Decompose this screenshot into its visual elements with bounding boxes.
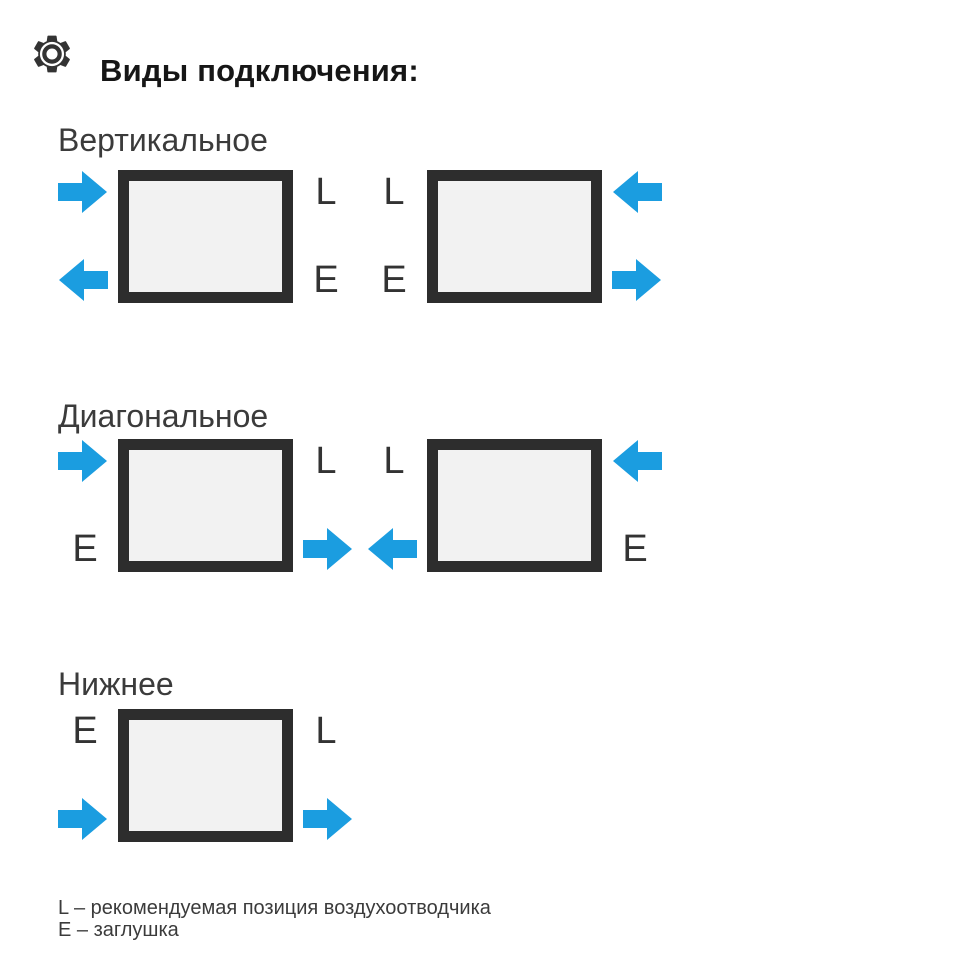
radiator-body	[118, 709, 293, 842]
flow-arrow-right-icon	[303, 527, 353, 571]
flow-arrow-left-icon	[367, 527, 417, 571]
section-title-diagonal: Диагональное	[58, 398, 269, 434]
flow-arrow-right-icon	[58, 797, 108, 841]
radiator-body	[118, 439, 293, 572]
flow-arrow-left-icon	[612, 439, 662, 483]
page-title: Виды подключения:	[100, 52, 419, 88]
radiator-body	[427, 170, 602, 303]
radiator-body	[118, 170, 293, 303]
port-label-e: E	[72, 528, 98, 570]
port-label-e: E	[381, 259, 407, 301]
flow-arrow-left-icon	[612, 170, 662, 214]
legend	[58, 897, 491, 941]
port-label-l: L	[383, 440, 405, 482]
flow-arrow-left-icon	[58, 258, 108, 302]
section-title-bottom: Нижнее	[58, 666, 174, 702]
legend-line-l: L – рекомендуемая позиция воздухоотводчика	[58, 897, 491, 919]
port-label-e: E	[622, 528, 648, 570]
flow-arrow-right-icon	[303, 797, 353, 841]
port-label-l: L	[315, 440, 337, 482]
section-title-vertical: Вертикальное	[58, 122, 268, 158]
port-label-l: L	[315, 171, 337, 213]
flow-arrow-right-icon	[58, 439, 108, 483]
flow-arrow-right-icon	[612, 258, 662, 302]
radiator-body	[427, 439, 602, 572]
port-label-l: L	[315, 710, 337, 752]
port-label-e: E	[72, 710, 98, 752]
port-label-l: L	[383, 171, 405, 213]
flow-arrow-right-icon	[58, 170, 108, 214]
port-label-e: E	[313, 259, 339, 301]
gear-icon	[29, 31, 75, 77]
legend-line-e: E – заглушка	[58, 919, 179, 941]
